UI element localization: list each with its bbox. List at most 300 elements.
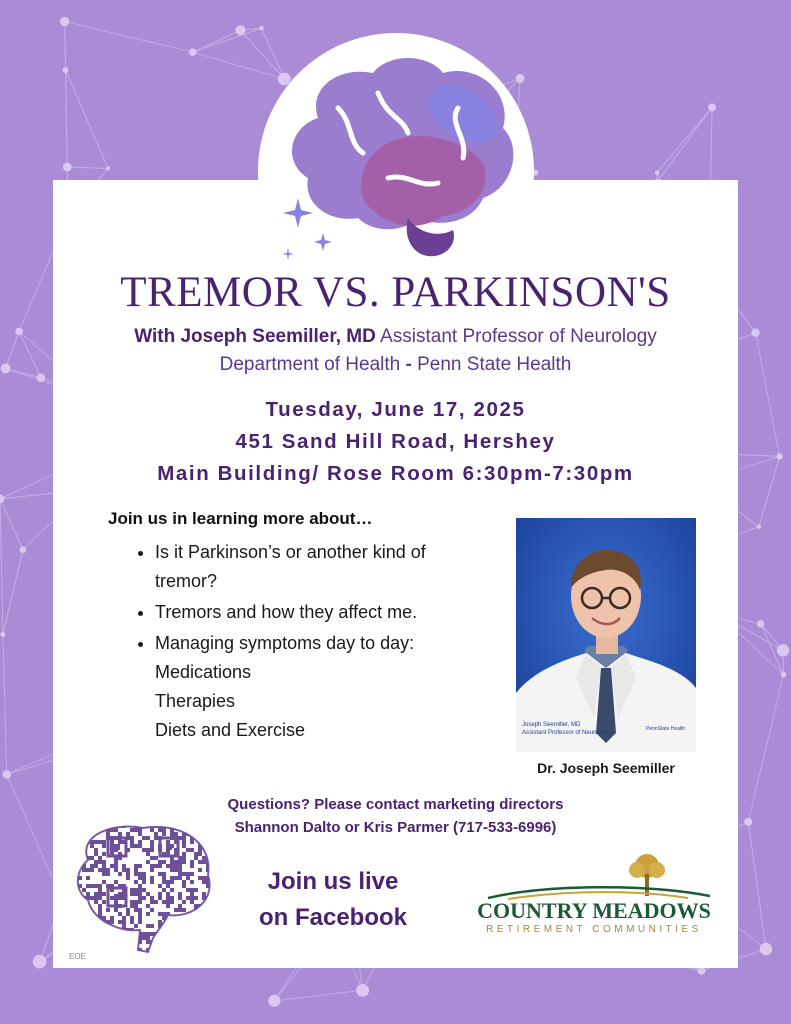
qr-module bbox=[98, 892, 102, 896]
qr-module bbox=[210, 924, 214, 928]
department-separator: - bbox=[405, 354, 412, 375]
qr-module bbox=[170, 940, 174, 944]
qr-module bbox=[194, 896, 198, 900]
qr-module bbox=[94, 860, 98, 864]
qr-module bbox=[146, 936, 150, 940]
qr-module bbox=[74, 888, 78, 892]
qr-module bbox=[102, 944, 106, 948]
qr-module bbox=[210, 872, 214, 876]
qr-module bbox=[106, 832, 110, 836]
network-line bbox=[657, 107, 712, 172]
qr-module bbox=[90, 936, 94, 940]
qr-module bbox=[150, 896, 154, 900]
qr-module bbox=[82, 924, 86, 928]
qr-module bbox=[194, 828, 198, 832]
qr-module bbox=[110, 840, 114, 844]
qr-module bbox=[190, 900, 194, 904]
qr-module bbox=[170, 900, 174, 904]
qr-module bbox=[194, 856, 198, 860]
qr-module bbox=[174, 832, 178, 836]
network-line bbox=[19, 331, 41, 377]
qr-module bbox=[182, 836, 186, 840]
qr-module bbox=[170, 832, 174, 836]
qr-module bbox=[166, 880, 170, 884]
qr-module bbox=[198, 912, 202, 916]
qr-module bbox=[210, 844, 214, 848]
qr-module bbox=[130, 900, 134, 904]
qr-module bbox=[210, 908, 214, 912]
qr-module bbox=[162, 936, 166, 940]
qr-module bbox=[162, 828, 166, 832]
qr-module bbox=[86, 908, 90, 912]
qr-module bbox=[126, 876, 130, 880]
qr-module bbox=[118, 840, 122, 844]
qr-module bbox=[130, 828, 134, 832]
network-line bbox=[6, 368, 41, 377]
qr-module bbox=[106, 868, 110, 872]
qr-module bbox=[138, 908, 142, 912]
qr-module bbox=[166, 840, 170, 844]
qr-module bbox=[122, 932, 126, 936]
contact-line-1: Questions? Please contact marketing directors bbox=[227, 796, 564, 813]
qr-module bbox=[86, 932, 90, 936]
qr-module bbox=[182, 860, 186, 864]
qr-module bbox=[182, 936, 186, 940]
qr-module bbox=[130, 916, 134, 920]
qr-module bbox=[166, 928, 170, 932]
qr-module bbox=[162, 876, 166, 880]
network-node bbox=[0, 495, 4, 504]
network-line bbox=[65, 22, 66, 71]
qr-module bbox=[138, 832, 142, 836]
qr-module bbox=[170, 860, 174, 864]
qr-module bbox=[154, 900, 158, 904]
network-line bbox=[65, 22, 193, 53]
network-node bbox=[33, 955, 47, 969]
qr-module bbox=[182, 880, 186, 884]
qr-module bbox=[110, 896, 114, 900]
qr-module bbox=[182, 856, 186, 860]
list-item bbox=[155, 538, 525, 596]
qr-module bbox=[118, 832, 122, 836]
qr-module bbox=[130, 928, 134, 932]
qr-module bbox=[166, 936, 170, 940]
network-node bbox=[235, 25, 245, 35]
qr-module bbox=[202, 876, 206, 880]
qr-module bbox=[210, 904, 214, 908]
qr-module bbox=[150, 876, 154, 880]
qr-module bbox=[174, 868, 178, 872]
qr-module bbox=[142, 880, 146, 884]
qr-module bbox=[202, 892, 206, 896]
qr-module bbox=[198, 824, 202, 828]
qr-module bbox=[126, 832, 130, 836]
qr-module bbox=[86, 948, 90, 952]
qr-module bbox=[190, 924, 194, 928]
list-item bbox=[155, 598, 525, 627]
qr-module bbox=[122, 924, 126, 928]
qr-module bbox=[174, 908, 178, 912]
qr-module bbox=[178, 876, 182, 880]
network-line bbox=[3, 550, 23, 635]
qr-module bbox=[98, 884, 102, 888]
coat-embroidery-title: Assistant Professor of Neurology bbox=[522, 730, 610, 736]
network-node bbox=[37, 374, 46, 383]
qr-module bbox=[106, 908, 110, 912]
network-line bbox=[748, 675, 783, 822]
qr-module bbox=[174, 876, 178, 880]
qr-module bbox=[102, 872, 106, 876]
qr-module bbox=[166, 896, 170, 900]
topic-line: • Is it Parkinson’s or another kind of bbox=[155, 542, 426, 562]
qr-module bbox=[158, 944, 162, 948]
qr-module bbox=[122, 936, 126, 940]
qr-module bbox=[206, 840, 210, 844]
qr-module bbox=[182, 940, 186, 944]
qr-module bbox=[146, 836, 150, 840]
qr-module bbox=[190, 916, 194, 920]
qr-module bbox=[166, 920, 170, 924]
qr-module bbox=[166, 864, 170, 868]
qr-module bbox=[162, 860, 166, 864]
qr-module bbox=[158, 884, 162, 888]
qr-module bbox=[206, 920, 210, 924]
qr-module bbox=[202, 908, 206, 912]
qr-module bbox=[146, 860, 150, 864]
qr-module bbox=[90, 928, 94, 932]
qr-module bbox=[178, 916, 182, 920]
footer-eoe: EOE bbox=[69, 952, 86, 961]
qr-module bbox=[210, 912, 214, 916]
qr-module bbox=[130, 904, 134, 908]
qr-module bbox=[178, 868, 182, 872]
qr-module bbox=[74, 836, 78, 840]
network-line bbox=[6, 331, 20, 368]
qr-module bbox=[138, 828, 142, 832]
qr-module bbox=[178, 896, 182, 900]
qr-module bbox=[150, 880, 154, 884]
qr-module bbox=[210, 916, 214, 920]
contact-line-2: Shannon Dalto or Kris Parmer (717-533-6996) bbox=[234, 819, 557, 836]
qr-module bbox=[146, 932, 150, 936]
facebook-line-2: on Facebook bbox=[258, 904, 408, 931]
qr-module bbox=[90, 932, 94, 936]
qr-module bbox=[202, 936, 206, 940]
qr-module bbox=[194, 932, 198, 936]
qr-module bbox=[74, 852, 78, 856]
qr-module bbox=[162, 916, 166, 920]
qr-module bbox=[122, 920, 126, 924]
qr-module bbox=[186, 824, 190, 828]
qr-module bbox=[202, 880, 206, 884]
network-node bbox=[1, 363, 11, 373]
network-node bbox=[259, 26, 264, 31]
qr-module bbox=[98, 940, 102, 944]
qr-module bbox=[98, 896, 102, 900]
qr-module bbox=[162, 832, 166, 836]
qr-module bbox=[178, 860, 182, 864]
qr-module bbox=[150, 848, 154, 852]
qr-module bbox=[82, 936, 86, 940]
qr-module bbox=[166, 904, 170, 908]
network-line bbox=[657, 107, 712, 182]
qr-module bbox=[122, 916, 126, 920]
qr-module bbox=[194, 888, 198, 892]
qr-module bbox=[94, 900, 98, 904]
qr-module bbox=[190, 848, 194, 852]
qr-module bbox=[186, 896, 190, 900]
qr-module bbox=[130, 948, 134, 952]
qr-module bbox=[130, 920, 134, 924]
qr-module bbox=[178, 872, 182, 876]
qr-module bbox=[190, 840, 194, 844]
qr-module bbox=[210, 852, 214, 856]
qr-module bbox=[158, 940, 162, 944]
qr-module bbox=[158, 920, 162, 924]
qr-module bbox=[98, 936, 102, 940]
qr-module bbox=[110, 864, 114, 868]
qr-module bbox=[166, 924, 170, 928]
qr-module bbox=[170, 864, 174, 868]
qr-module bbox=[86, 892, 90, 896]
qr-module bbox=[150, 932, 154, 936]
qr-module bbox=[98, 860, 102, 864]
qr-module bbox=[86, 828, 90, 832]
qr-module bbox=[90, 868, 94, 872]
qr-module bbox=[90, 844, 94, 848]
qr-module bbox=[94, 852, 98, 856]
qr-module bbox=[134, 892, 138, 896]
qr-module bbox=[126, 908, 130, 912]
qr-code-brain[interactable] bbox=[68, 820, 218, 955]
network-node bbox=[2, 770, 11, 779]
topic-line: tremor? bbox=[155, 571, 218, 591]
qr-module bbox=[166, 900, 170, 904]
qr-module bbox=[122, 940, 126, 944]
qr-module bbox=[118, 920, 122, 924]
topic-line: Therapies bbox=[155, 691, 236, 711]
network-node bbox=[189, 48, 197, 56]
qr-module bbox=[186, 936, 190, 940]
qr-module bbox=[186, 876, 190, 880]
qr-module bbox=[142, 936, 146, 940]
qr-module bbox=[150, 828, 154, 832]
qr-module bbox=[130, 844, 134, 848]
qr-module bbox=[82, 904, 86, 908]
network-node bbox=[655, 171, 659, 175]
topic-line: Diets and Exercise bbox=[155, 720, 306, 740]
qr-module bbox=[210, 940, 214, 944]
qr-module bbox=[158, 912, 162, 916]
coat-logo-text: PennState Health bbox=[646, 726, 686, 732]
qr-module bbox=[158, 872, 162, 876]
qr-module bbox=[134, 864, 138, 868]
qr-module bbox=[198, 868, 202, 872]
qr-module bbox=[186, 924, 190, 928]
network-line bbox=[193, 30, 241, 52]
qr-module bbox=[138, 896, 142, 900]
network-node bbox=[777, 644, 789, 656]
qr-module bbox=[206, 836, 210, 840]
qr-module bbox=[190, 828, 194, 832]
network-node bbox=[708, 103, 716, 111]
qr-module bbox=[170, 880, 174, 884]
network-node bbox=[0, 632, 5, 637]
qr-module bbox=[90, 840, 94, 844]
qr-module bbox=[94, 896, 98, 900]
qr-module bbox=[150, 868, 154, 872]
qr-module bbox=[86, 920, 90, 924]
qr-module bbox=[122, 864, 126, 868]
qr-module bbox=[102, 824, 106, 828]
qr-module bbox=[102, 916, 106, 920]
qr-module bbox=[174, 860, 178, 864]
qr-module bbox=[146, 912, 150, 916]
qr-module bbox=[78, 876, 82, 880]
qr-module bbox=[202, 944, 206, 948]
qr-module bbox=[126, 912, 130, 916]
qr-module bbox=[158, 864, 162, 868]
qr-module bbox=[98, 824, 102, 828]
qr-module bbox=[190, 896, 194, 900]
qr-module bbox=[186, 944, 190, 948]
qr-module bbox=[134, 828, 138, 832]
qr-module bbox=[74, 928, 78, 932]
qr-module bbox=[130, 940, 134, 944]
qr-module bbox=[94, 848, 98, 852]
qr-module bbox=[142, 848, 146, 852]
organization-name: Penn State Health bbox=[417, 354, 572, 375]
qr-module bbox=[174, 864, 178, 868]
qr-module bbox=[126, 872, 130, 876]
qr-module bbox=[126, 940, 130, 944]
qr-module bbox=[118, 912, 122, 916]
qr-module bbox=[82, 928, 86, 932]
qr-module bbox=[110, 920, 114, 924]
qr-module bbox=[134, 904, 138, 908]
qr-module bbox=[142, 876, 146, 880]
network-node bbox=[776, 453, 782, 459]
qr-module bbox=[90, 884, 94, 888]
qr-module bbox=[106, 936, 110, 940]
qr-module bbox=[202, 856, 206, 860]
qr-module bbox=[158, 896, 162, 900]
network-line bbox=[193, 28, 262, 52]
event-address: 451 Sand Hill Road, Hershey bbox=[235, 430, 556, 453]
qr-module bbox=[138, 892, 142, 896]
qr-module bbox=[90, 944, 94, 948]
qr-module bbox=[90, 832, 94, 836]
qr-module bbox=[198, 848, 202, 852]
qr-module bbox=[114, 900, 118, 904]
qr-module bbox=[190, 864, 194, 868]
qr-module bbox=[134, 936, 138, 940]
qr-module bbox=[86, 944, 90, 948]
qr-module bbox=[130, 888, 134, 892]
qr-module bbox=[138, 876, 142, 880]
qr-module bbox=[202, 860, 206, 864]
qr-module bbox=[146, 892, 150, 896]
qr-module bbox=[90, 856, 94, 860]
photo-caption: Dr. Joseph Seemiller bbox=[537, 760, 675, 776]
qr-module bbox=[98, 868, 102, 872]
qr-module bbox=[190, 880, 194, 884]
qr-module bbox=[138, 840, 142, 844]
qr-module bbox=[162, 900, 166, 904]
qr-module bbox=[98, 840, 102, 844]
network-node bbox=[760, 943, 773, 956]
qr-module bbox=[174, 924, 178, 928]
network-node bbox=[781, 672, 787, 678]
qr-module bbox=[182, 840, 186, 844]
network-node bbox=[60, 17, 69, 26]
qr-module bbox=[126, 936, 130, 940]
qr-module bbox=[138, 888, 142, 892]
qr-module bbox=[190, 892, 194, 896]
qr-module bbox=[102, 900, 106, 904]
qr-module bbox=[94, 864, 98, 868]
qr-module bbox=[106, 928, 110, 932]
qr-module bbox=[150, 840, 154, 844]
qr-module bbox=[178, 936, 182, 940]
coat-embroidery-name: Joseph Seemiller, MD bbox=[522, 722, 581, 728]
qr-module bbox=[74, 856, 78, 860]
intro-heading: Join us in learning more about… bbox=[108, 509, 373, 528]
network-line bbox=[756, 333, 780, 457]
network-line bbox=[274, 990, 362, 1001]
qr-module bbox=[94, 932, 98, 936]
qr-module bbox=[82, 828, 86, 832]
qr-module bbox=[202, 840, 206, 844]
qr-module bbox=[94, 840, 98, 844]
qr-module bbox=[170, 896, 174, 900]
qr-module bbox=[202, 932, 206, 936]
company-logo-name: COUNTRY MEADOWS bbox=[477, 898, 711, 923]
qr-module bbox=[162, 888, 166, 892]
qr-module bbox=[150, 924, 154, 928]
qr-module bbox=[94, 936, 98, 940]
qr-module bbox=[158, 892, 162, 896]
qr-module bbox=[102, 892, 106, 896]
qr-module bbox=[154, 856, 158, 860]
qr-module bbox=[154, 832, 158, 836]
qr-module bbox=[170, 876, 174, 880]
qr-module bbox=[74, 868, 78, 872]
qr-module bbox=[210, 936, 214, 940]
qr-module bbox=[186, 872, 190, 876]
qr-module bbox=[198, 836, 202, 840]
event-date: Tuesday, June 17, 2025 bbox=[265, 398, 526, 421]
qr-module bbox=[138, 920, 142, 924]
qr-module bbox=[122, 868, 126, 872]
qr-module bbox=[110, 844, 114, 848]
network-line bbox=[0, 499, 3, 635]
qr-module bbox=[190, 932, 194, 936]
qr-module bbox=[150, 900, 154, 904]
event-location-time: Main Building/ Rose Room 6:30pm-7:30pm bbox=[157, 462, 634, 485]
topic-line: • Managing symptoms day to day: bbox=[155, 633, 415, 653]
qr-module bbox=[154, 864, 158, 868]
qr-module bbox=[190, 872, 194, 876]
qr-module bbox=[150, 908, 154, 912]
qr-module bbox=[190, 860, 194, 864]
qr-module bbox=[170, 868, 174, 872]
qr-module bbox=[206, 848, 210, 852]
qr-module bbox=[158, 936, 162, 940]
network-node bbox=[356, 984, 369, 997]
qr-module bbox=[146, 848, 150, 852]
qr-module bbox=[178, 924, 182, 928]
